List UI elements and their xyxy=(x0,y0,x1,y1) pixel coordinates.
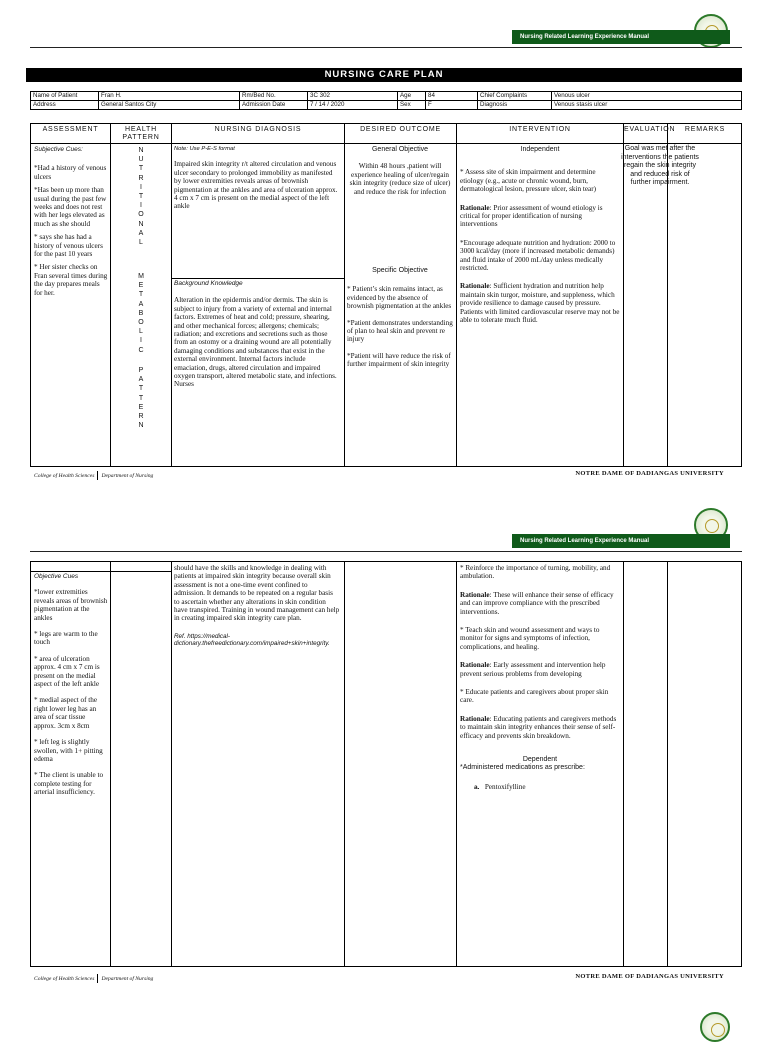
intervention-item: * Educate patients and caregivers about proper skin care. xyxy=(460,688,609,705)
intervention-item: *Encourage adequate nutrition and hydration: 2000 to 3000 kcal/day (more if increased metabolic demands) and fluid intake of 2000 mL/day unless medically restricted. xyxy=(460,238,616,273)
dependent-text: *Administered medications as prescribe: xyxy=(460,764,585,772)
admission-value: 7 / 14 / 2020 xyxy=(308,101,398,110)
header-nursing-diagnosis: NURSING DIAGNOSIS xyxy=(172,124,344,144)
header-remarks: REMARKS xyxy=(668,124,742,144)
reference-link: Ref. https://medical-dictionary.thefreedictionary.com/impaired+skin+integrity. xyxy=(174,632,330,648)
objective-heading: Objective Cues xyxy=(34,573,79,580)
health-pattern-nutritional: N U T R I T I O N A L xyxy=(138,147,144,247)
name-label: Name of Patient xyxy=(31,92,99,101)
interventions-continued xyxy=(460,564,620,792)
address-value: General Santos City xyxy=(99,101,240,110)
objective-cue: * medial aspect of the right lower leg has an area of scar tissue approx. 3cm x 8cm xyxy=(34,696,98,730)
page-1 xyxy=(0,0,768,500)
address-label: Address xyxy=(31,101,99,110)
specific-objectives xyxy=(347,267,453,374)
manual-title: Nursing Related Learning Experience Manual xyxy=(512,534,730,548)
diagnosis-label: Diagnosis xyxy=(478,101,552,110)
specific-objective: * Patient’s skin remains intact, as evidenced by the absence of brownish pigmentation at the ankles xyxy=(347,285,452,311)
header-rule xyxy=(30,47,742,48)
background-text-continued: should have the skills and knowledge in dealing with patients at impaired skin integrity because overall skin assessment is not a one-time event confined to admission. It demands to be repeated on a regular basis to ascertain whether any alterations in skin condition have transpired. Training in wound management can help in creating impaired skin integrity care plan. xyxy=(174,564,340,623)
age-value: 84 xyxy=(426,92,478,101)
care-plan-table-continued xyxy=(30,561,742,967)
room-value: 3C 302 xyxy=(308,92,398,101)
header-evaluation: EVALUATION xyxy=(624,124,667,144)
objective-cue: * left leg is slightly swollen, with 1+ pitting edema xyxy=(34,738,103,763)
patient-name: Fran H. xyxy=(99,92,240,101)
footer-university: NOTRE DAME OF DADIANGAS UNIVERSITY xyxy=(575,470,724,477)
header-rule xyxy=(30,551,742,552)
objective-cue: * legs are warm to the touch xyxy=(34,630,98,647)
complaint-value: Venous ulcer xyxy=(552,92,742,101)
sex-label: Sex xyxy=(398,101,426,110)
age-label: Age xyxy=(398,92,426,101)
manual-title: Nursing Related Learning Experience Manual xyxy=(512,30,730,44)
background-text: Alteration in the epidermis and/or dermis. The skin is subject to injury from a variety of external and internal factors. Extremes of heat and cold; pressure, shearing, and other mechanical forces; allergens; chemicals; radiation; and excretions and secretions such as those from an ostomy or a draining wound are all potentially damaging conditions and substances that exist in the external environment. Internal factors include emaciation, drugs, altered circulation and impaired oxygen transport, altered metabolic state, and infections. Nurses xyxy=(174,296,337,389)
footer-university: NOTRE DAME OF DADIANGAS UNIVERSITY xyxy=(575,973,724,980)
rationale-item: Rationale: Prior assessment of wound etiology is critical for proper identification of nursing interventions xyxy=(460,203,603,229)
health-pattern-pattern: P A T T E R N xyxy=(138,367,144,430)
complaint-label: Chief Complaints xyxy=(478,92,552,101)
care-plan-table xyxy=(30,123,742,467)
specific-objective: *Patient demonstrates understanding of plan to heal skin and prevent re injury xyxy=(347,318,453,344)
subjective-cues: Subjective Cues: *Had a history of venous ulcers *Has been up more than usual during the past few weeks and does not rest with her legs elevated as much as she should * says she has had a history of venous ulcers for the past 10 years * Her sister checks on Fran several times during the day prepares meals for her. xyxy=(34,146,108,297)
general-objective-heading: General Objective xyxy=(371,146,429,153)
header-assessment: ASSESSMENT xyxy=(31,124,110,144)
header-desired-outcome: DESIRED OUTCOME xyxy=(345,124,456,144)
rationale-item: Rationale: Sufficient hydration and nutrition help maintain skin turgor, moisture, and suppleness, which provide resilience to damage caused by pressure. Patients with limited cardiovascular reserve may not be able to tolerate much fluid. xyxy=(460,282,620,325)
footer-college: College of Health Sciences Department of Nursing xyxy=(34,472,154,479)
subjective-cue: * Her sister checks on Fran several times during the day prepares meals for her. xyxy=(34,263,108,297)
objective-cue: *lower extremities reveals areas of brownish pigmentation at the ankles xyxy=(34,588,108,622)
header-health-pattern: HEALTH PATTERN xyxy=(111,124,171,144)
background-knowledge-continued xyxy=(174,564,340,653)
intervention-item: * Reinforce the importance of turning, mobility, and ambulation. xyxy=(460,564,611,581)
evaluation-text: Goal was met after the interventions the patients regain the skin integrity and reduced risk of further impairment. xyxy=(621,145,699,187)
plan-title: NURSING CARE PLAN xyxy=(26,68,742,82)
specific-objective: *Patient will have reduce the risk of further impairment of skin integrity xyxy=(347,351,451,369)
room-label: Rm/Bed No. xyxy=(240,92,308,101)
medication-item: a. Pentoxifylline xyxy=(474,782,526,791)
subjective-cue: *Had a history of venous ulcers xyxy=(34,164,107,181)
intervention-item: * Assess site of skin impairment and determine etiology (e.g., acute or chronic wound, burn, dermatological lesion, pressure ulcer, skin tear) xyxy=(460,168,597,194)
health-pattern-metabolic: M E T A B O L I C xyxy=(138,273,144,354)
independent-heading: Independent xyxy=(520,146,560,153)
university-seal-icon xyxy=(700,1012,730,1042)
diagnosis-note: Note: Use P-E-S format xyxy=(174,146,235,152)
sex-value: F xyxy=(426,101,478,110)
background-heading: Background Knowledge xyxy=(174,280,243,287)
general-objective xyxy=(347,146,453,201)
objective-cue: * The client is unable to complete testing for arterial insufficiency. xyxy=(34,771,104,797)
intervention-item: * Teach skin and wound assessment and ways to monitor for signs and symptoms of infection, complications, and healing. xyxy=(460,626,600,651)
subjective-cue: * says she has had a history of venous ulcers for the past 10 years xyxy=(34,233,103,259)
interventions xyxy=(460,146,620,330)
rationale-item: Rationale: Early assessment and intervention help prevent serious problems from developing xyxy=(460,661,606,678)
patient-info-table xyxy=(30,91,742,110)
page-2 xyxy=(0,510,768,990)
subjective-cue: *Has been up more than usual during the past few weeks and does not rest with her legs elevated as much as she should xyxy=(34,186,107,228)
footer-college: College of Health Sciences Department of Nursing xyxy=(34,975,154,982)
objective-cues xyxy=(34,573,108,802)
diagnosis-value: Venous stasis ulcer xyxy=(552,101,742,110)
specific-objective-heading: Specific Objective xyxy=(372,267,428,274)
diagnosis-statement: Impaired skin integrity r/t altered circulation and venous ulcer secondary to prolonged immobility as manifested by lower extremities reveals areas of brownish pigmentation at the ankles and area of ulceration approx. 4 cm x 7 cm is present on the medial aspect of the left ankle xyxy=(174,160,338,211)
dependent-heading: Dependent xyxy=(522,756,558,764)
general-objective-text: Within 48 hours ,patient will experience healing of ulcer/regain skin integrity (reduce size of ulcer) and reduce the risk for infection xyxy=(349,162,451,196)
rationale-item: Rationale: These will enhance their sense of efficacy and can improve compliance with the prescribed interventions. xyxy=(460,590,614,616)
rationale-item: Rationale: Educating patients and caregivers methods to maintain skin integrity enhances their sense of self-efficacy and prevents skin breakdown. xyxy=(460,714,617,740)
background-knowledge xyxy=(174,280,340,394)
header-intervention: INTERVENTION xyxy=(457,124,623,144)
objective-cue: * area of ulceration approx. 4 cm x 7 cm is present on the medial aspect of the left ankle xyxy=(34,654,100,689)
admission-label: Admission Date xyxy=(240,101,308,110)
nursing-diagnosis xyxy=(174,145,340,216)
